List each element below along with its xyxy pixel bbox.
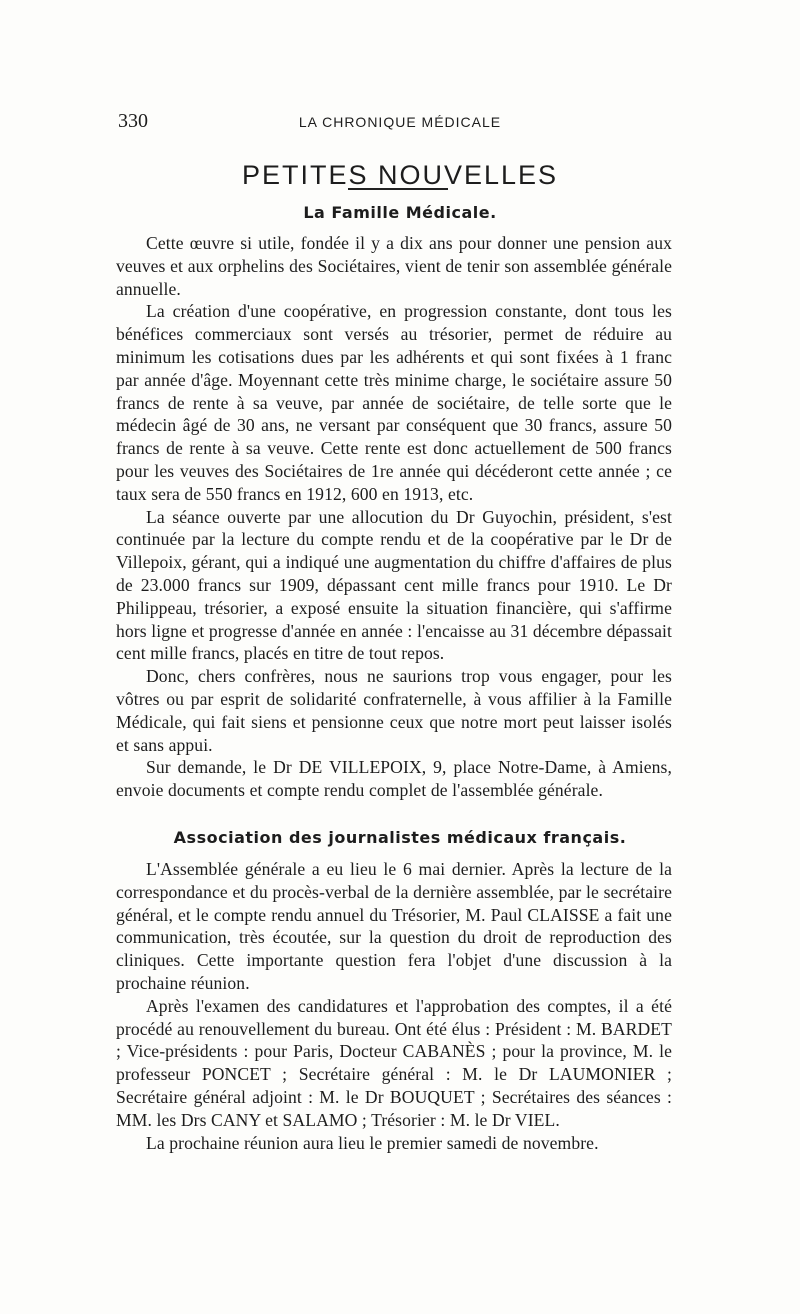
section-body-famille-medicale [116,232,672,802]
paragraph: Donc, chers confrères, nous ne saurions trop vous engager, pour les vôtres ou par esprit de solidarité confraternelle, à vous affilier à la Famille Médicale, qui fait siens et pensionne ceux que notre mort peut laisser isolés et sans appui. [116,666,672,755]
paragraph: La séance ouverte par une allocution du Dr Guyochin, président, s'est continuée par la lecture du compte rendu et de la coopérative par le Dr de Villepoix, gérant, qui a indiqué une augmentation du chiffre d'affaires de plus de 23.000 francs sur 1909, dépassant cent mille francs pour 1910. Le Dr Philippeau, trésorier, a exposé ensuite la situation financière, qui s'affirme hors ligne et progresse d'année en année : l'encaisse au 31 décembre dépassait cent mille francs, placés en titre de tout repos. [116,506,672,664]
page-header [118,110,682,134]
paragraph: La prochaine réunion aura lieu le premier samedi de novembre. [146,1132,599,1153]
paragraph: Après l'examen des candidatures et l'approbation des comptes, il a été procédé au renouvellement du bureau. Ont été élus : Président : M. BARDET ; Vice-présidents : pour Paris, Docteur CABANÈS ; pour la province, M. le professeur PONCET ; Secrétaire général : M. le Dr LAUMONIER ; Secrétaire général adjoint : M. le Dr BOUQUET ; Secrétaires des séances : MM. les Drs CANY et SALAMO ; Trésorier : M. le Dr VIEL. [116,995,672,1130]
page-number: 330 [118,110,148,132]
running-title: LA CHRONIQUE MÉDICALE [298,114,502,130]
paragraph: L'Assemblée générale a eu lieu le 6 mai dernier. Après la lecture de la correspondance et du procès-verbal de la dernière assemblée, par le secrétaire général, et le compte rendu annuel du Trésorier, M. Paul CLAISSE a fait une communication, très écoutée, sur la question du droit de reproduction des cliniques. Cette importante question fera l'objet d'une discussion à la prochaine réunion. [116,859,672,993]
section-body-association-journalistes [116,858,672,1154]
page-title: PETITES NOUVELLES [241,160,559,191]
paragraph: La création d'une coopérative, en progression constante, dont tous les bénéfices commerciaux sont versés au trésorier, permet de réduire au minimum les cotisations dues par les adhérents et qui sont fixées à 1 franc par année d'âge. Moyennant cette très minime charge, le sociétaire assure 50 francs de rente à sa veuve, par année de sociétaire, de telle sorte que le médecin âgé de 30 ans, ne versant par conséquent que 30 francs, assure 50 francs de rente à sa veuve. Cette rente est donc actuellement de 500 francs pour les veuves des Sociétaires de 1re année qui décéderont cette année ; ce taux sera de 550 francs en 1912, 600 en 1913, etc. [116,301,672,504]
title-rule [348,188,448,190]
paragraph: Sur demande, le Dr DE VILLEPOIX, 9, place Notre-Dame, à Amiens, envoie documents et compte rendu complet de l'assemblée générale. [116,757,672,801]
paragraph: Cette œuvre si utile, fondée il y a dix ans pour donner une pension aux veuves et aux orphelins des Sociétaires, vient de tenir son assemblée générale annuelle. [116,233,672,299]
section-heading-famille-medicale: La Famille Médicale. [303,203,497,222]
section-heading-association-journalistes: Association des journalistes médicaux français. [173,828,627,847]
